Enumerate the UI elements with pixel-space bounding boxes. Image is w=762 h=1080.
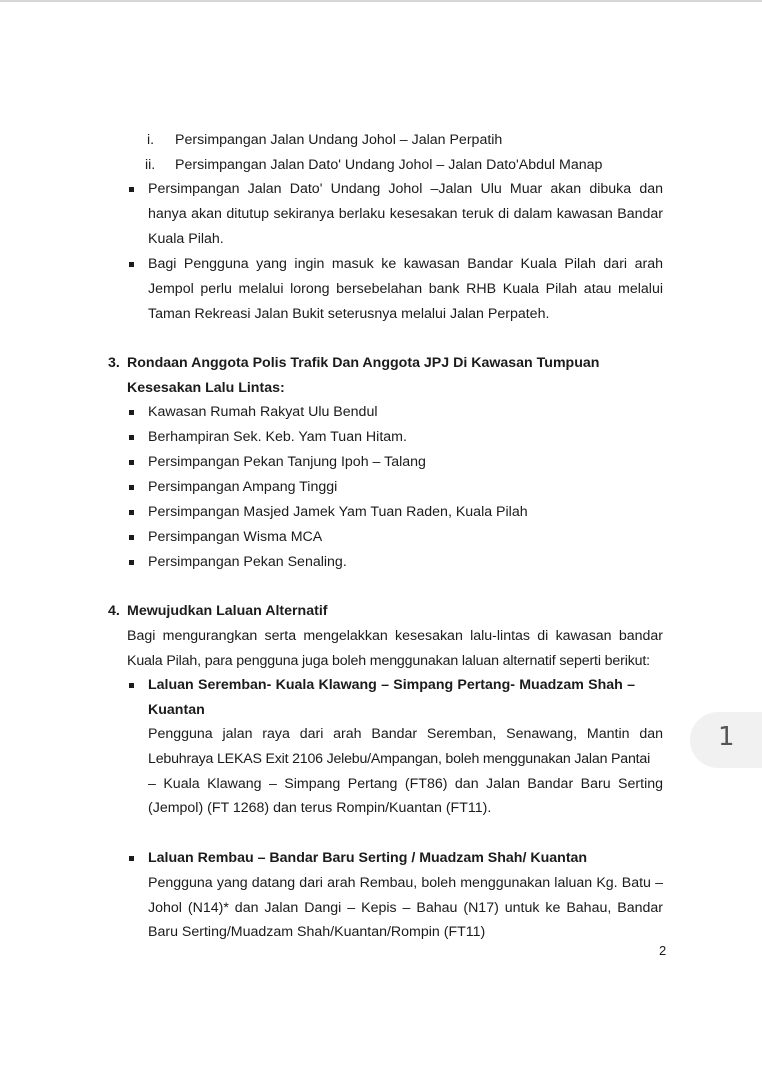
viewer-page-number: 1	[718, 722, 735, 752]
list-item: Persimpangan Pekan Senaling.	[148, 554, 347, 570]
bullet-marker	[129, 187, 134, 192]
bullet-line: Kuala Pilah.	[148, 231, 224, 247]
section-number: 3.	[108, 355, 120, 371]
list-item: Persimpangan Wisma MCA	[148, 529, 323, 545]
bullet-marker	[129, 485, 134, 490]
section-heading: Mewujudkan Laluan Alternatif	[127, 603, 328, 619]
list-item: Persimpangan Pekan Tanjung Ipoh – Talang	[148, 454, 426, 470]
bullet-line: Bagi Pengguna yang ingin masuk ke kawasan Bandar Kuala Pilah dari arah	[148, 256, 663, 272]
route-title: Kuantan	[148, 702, 205, 718]
bullet-marker	[129, 560, 134, 565]
route-body-line: – Kuala Klawang – Simpang Pertang (FT86) dan Jalan Bandar Baru Serting	[148, 776, 663, 792]
list-item: Berhampiran Sek. Keb. Yam Tuan Hitam.	[148, 429, 407, 445]
list-item: Persimpangan Masjed Jamek Yam Tuan Raden, Kuala Pilah	[148, 504, 528, 520]
sub-list-item: Persimpangan Jalan Undang Johol – Jalan Perpatih	[175, 132, 503, 148]
route-body-line: Pengguna jalan raya dari arah Bandar Seremban, Senawang, Mantin dan	[148, 726, 663, 742]
route-title: Laluan Seremban- Kuala Klawang – Simpang Pertang- Muadzam Shah –	[148, 677, 635, 693]
section-heading: Kesesakan Lalu Lintas:	[127, 380, 285, 396]
bullet-marker	[129, 535, 134, 540]
paragraph-line: Bagi mengurangkan serta mengelakkan kesesakan lalu-lintas di kawasan bandar	[127, 628, 663, 644]
bullet-line: Persimpangan Jalan Dato' Undang Johol –Jalan Ulu Muar akan dibuka dan	[148, 181, 663, 197]
paragraph-line: Kuala Pilah, para pengguna juga boleh menggunakan laluan alternatif seperti berikut:	[127, 653, 650, 669]
bullet-marker	[129, 410, 134, 415]
bullet-line: Taman Rekreasi Jalan Bukit seterusnya melalui Jalan Perpateh.	[148, 306, 550, 322]
section-heading: Rondaan Anggota Polis Trafik Dan Anggota JPJ Di Kawasan Tumpuan	[127, 355, 600, 371]
sub-list-item: Persimpangan Jalan Dato' Undang Johol – Jalan Dato'Abdul Manap	[175, 157, 603, 173]
bullet-marker	[129, 510, 134, 515]
route-body-line: (Jempol) (FT 1268) dan terus Rompin/Kuantan (FT11).	[148, 800, 492, 816]
viewer-page-indicator	[690, 712, 762, 768]
route-body-line: Baru Serting/Muadzam Shah/Kuantan/Rompin (FT11)	[148, 924, 486, 940]
list-item: Kawasan Rumah Rakyat Ulu Bendul	[148, 404, 378, 420]
route-body-line: Pengguna yang datang dari arah Rembau, boleh menggunakan laluan Kg. Batu –	[148, 875, 663, 891]
section-number: 4.	[108, 603, 120, 619]
route-body-line: Johol (N14)* dan Jalan Dangi – Kepis – Bahau (N17) untuk ke Bahau, Bandar	[148, 900, 663, 916]
bullet-line: Jempol perlu melalui lorong bersebelahan bank RHB Kuala Pilah atau melalui	[148, 281, 663, 297]
sub-list-marker: ii.	[145, 157, 156, 173]
route-body-line: Lebuhraya LEKAS Exit 2106 Jelebu/Ampangan, boleh menggunakan Jalan Pantai	[148, 751, 651, 767]
route-title: Laluan Rembau – Bandar Baru Serting / Muadzam Shah/ Kuantan	[148, 850, 588, 866]
bullet-marker	[129, 683, 134, 688]
bullet-marker	[129, 856, 134, 861]
list-item: Persimpangan Ampang Tinggi	[148, 479, 338, 495]
bullet-line: hanya akan ditutup sekiranya berlaku kesesakan teruk di dalam kawasan Bandar	[148, 206, 663, 222]
bullet-marker	[129, 262, 134, 267]
bullet-marker	[129, 460, 134, 465]
sub-list-marker: i.	[147, 132, 155, 148]
top-divider	[0, 0, 762, 2]
bullet-marker	[129, 435, 134, 440]
page-number: 2	[659, 943, 667, 958]
